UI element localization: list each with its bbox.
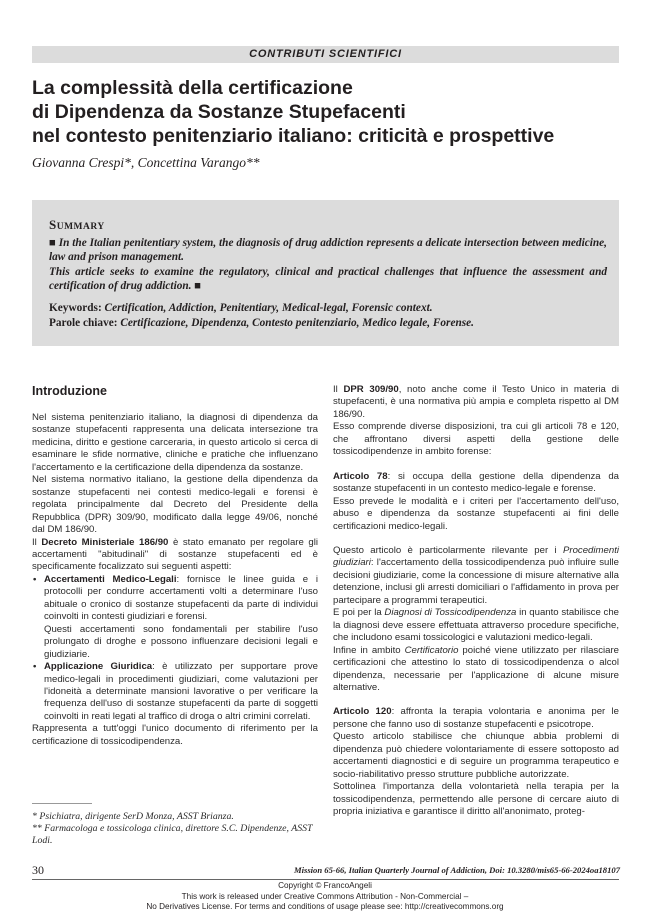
footnotes xyxy=(32,811,318,847)
keywords: Certification, Addiction, Penitentiary, Medical-legal, Forensic context. xyxy=(104,302,433,314)
summary-para: This article seeks to examine the regulatory, clinical and practical challenges that influence the assessment and certification of drug addiction. ■ xyxy=(49,265,607,293)
footnote-rule xyxy=(32,803,92,804)
footnote: * Psichiatra, dirigente SerD Monza, ASST Brianza. xyxy=(32,811,234,822)
paragraph: Nel sistema normativo italiano, la gestione della dipendenza da sostanze stupefacenti nei contesti medico-legali e forensi è regolata principalmente dal Decreto del Presidente della Repubblica (DPR) 309/90, modificato dalla legge 49/06, nonché dal DM 186/90. xyxy=(32,474,318,536)
keywords-block xyxy=(49,301,609,331)
journal-citation: Mission 65-66, Italian Quarterly Journal of Addiction, Doi: 10.3280/mis65-66-2024oa18107 xyxy=(293,865,620,875)
paragraph: Il Decreto Ministeriale 186/90 è stato emanato per regolare gli accertamenti "abitudinali" di sostanze stupefacenti ed è specificamente focalizzato sui seguenti aspetti: xyxy=(32,536,318,573)
paragraph: Il DPR 309/90, noto anche come il Testo Unico in materia di stupefacenti, è una normativa più ampia e completa rispetto al DM 186/90. xyxy=(333,384,620,420)
paragraph: Infine in ambito Certificatorio poiché viene utilizzato per rilasciare certificazioni che attestino lo stato di tossicodipendenza o alcol dipendenza, necessarie per l'applicazione di alcune misure alternative. xyxy=(333,644,619,693)
footer-rule xyxy=(32,879,619,880)
title-line: di Dipendenza da Sostanze Stupefacenti xyxy=(32,101,406,123)
left-column xyxy=(32,384,318,748)
summary-heading: SUMMARY xyxy=(49,217,105,232)
paragraph: Questo articolo è particolarmente rilevante per i Procedimenti giudiziari: l'accertamento della tossicodipendenza può influire sulle decisioni giudiziarie, come la concessione di misure alternative alla detenzione, inclusi gli arresti domiciliari o l'affidamento in prova per partecipare a programmi terapeutici. xyxy=(333,544,619,606)
bullet-list xyxy=(32,574,318,723)
paragraph: Esso comprende diverse disposizioni, tra cui gli articoli 78 e 120, che affrontano diversi aspetti della gestione delle tossicodipendenze in ambito forense: xyxy=(333,421,619,458)
list-item: • Applicazione Giuridica: è utilizzato per supportare prove medico-legali in procedimenti giudiziari, come valutazioni per l'idoneità a determinate mansioni lavorative o per verificare la frequenza dell'uso di sostanze stupefacenti da parte di soggetti coinvolti in reati legati al traffico di droga o altri crimini correlati. xyxy=(33,661,318,722)
authors: Giovanna Crespi*, Concettina Varango** xyxy=(32,155,260,170)
parole-chiave: Certificazione, Dipendenza, Contesto penitenziario, Medico legale, Forense. xyxy=(120,317,474,329)
license-line: This work is released under Creative Commons Attribution - Non-Commercial – xyxy=(181,891,469,901)
title-line: nel contesto penitenziario italiano: criticità e prospettive xyxy=(32,125,555,147)
footnote: ** Farmacologa e tossicologa clinica, direttore S.C. Dipendenze, ASST Lodi. xyxy=(32,823,313,846)
list-item: • Accertamenti Medico-Legali: fornisce le linee guida e i protocolli per condurre accertamenti volti a determinare l'uso abituale o cronico di sostanze stupefacenti da parte di individui coinvolti in contesti giudiziari e forensi. Questi accertamenti sono fondamentali per stabilire l'uso prolungato di droghe e possono influenzare decisioni legali e giudiziarie. xyxy=(33,573,318,660)
summary-box xyxy=(32,200,619,346)
paragraph: Esso prevede le modalità e i criteri per l'accertamento dell'uso, abuso e dipendenza da sostanze stupefacenti ai fini delle certificazioni medico-legali. xyxy=(333,495,619,532)
right-column xyxy=(333,384,619,819)
keywords-label: Keywords: xyxy=(49,302,102,314)
paragraph: E poi per la Diagnosi di Tossicodipendenza in quanto stabilisce che la diagnosi deve essere effettuata attraverso procedure specifiche, che includono esami tossicologici e valutazioni medico-legali. xyxy=(333,607,619,644)
page-number: 30 xyxy=(32,863,44,877)
paragraph: Articolo 120: affronta la terapia volontaria e anonima per le persone che fanno uso di sostanze stupefacenti e psicotrope. xyxy=(333,706,620,730)
summary-abstract xyxy=(49,236,607,294)
paragraph: Rappresenta a tutt'oggi l'unico documento di riferimento per la certificazione di tossicodipendenza. xyxy=(32,723,318,747)
summary-para: ■ In the Italian penitentiary system, the diagnosis of drug addiction represents a delicate intersection between medicine, law and prison management. xyxy=(49,237,607,264)
license-line: Copyright © FrancoAngeli xyxy=(278,881,372,890)
parole-label: Parole chiave: xyxy=(49,317,118,329)
section-header: CONTRIBUTI SCIENTIFICI xyxy=(32,46,619,63)
paragraph: Questo articolo stabilisce che chiunque abbia problemi di dipendenza può chiedere volontariamente di essere sottoposto ad accertamenti diagnostici e di seguire un programma terapeutico e socio-riabilitativo presso strutture pubbliche autorizzate. xyxy=(333,731,619,780)
title-line: La complessità della certificazione xyxy=(32,77,353,99)
summary-heading-rest: UMMARY xyxy=(56,222,105,232)
license-notice xyxy=(0,881,650,913)
section-heading: Introduzione xyxy=(32,384,107,398)
paragraph: Nel sistema penitenziario italiano, la diagnosi di dipendenza da sostanze stupefacenti rappresenta una delicata intersezione tra medicina, diritto e gestione carceraria, in questo articolo si cerca di esaminare le sfide normative, cliniche e pratiche che influenzano l'accertamento e la certificazione della dipendenza da sostanze. xyxy=(32,412,318,473)
article-title xyxy=(32,76,622,148)
bold-term: Decreto Ministeriale 186/90 xyxy=(41,536,169,548)
paragraph: Sottolinea l'importanza della volontarietà nella terapia per la tossicodipendenza, permettendo alle persone di cercare aiuto di propria iniziativa e garantisce il diritto all'anonimato, proteg- xyxy=(333,781,619,818)
license-line: No Derivatives License. For terms and conditions of usage please see: http://creativecommons.org xyxy=(146,902,504,911)
paragraph: Articolo 78: si occupa della gestione della dipendenza da sostanze stupefacenti in un contesto medico-legale e forense. xyxy=(333,470,619,495)
